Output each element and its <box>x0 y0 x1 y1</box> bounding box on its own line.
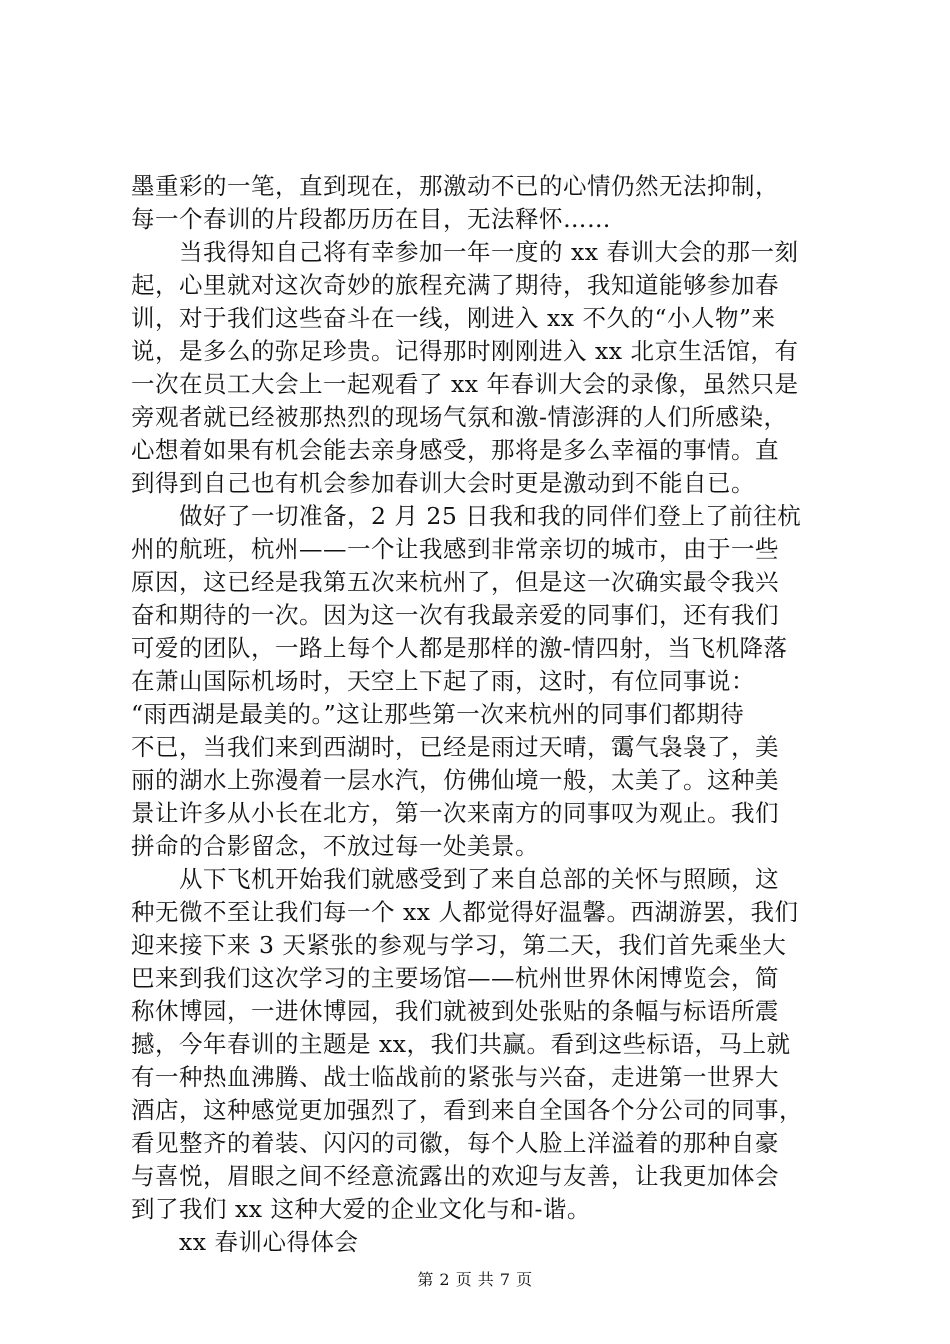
text-line: “雨西湖是最美的。”这让那些第一次来杭州的同事们都期待 <box>131 700 745 728</box>
text-line: 拼命的合影留念，不放过每一处美景。 <box>131 832 539 860</box>
text-line: 当我得知自己将有幸参加一年一度的 xx 春训大会的那一刻 <box>131 238 799 266</box>
text-line: 撼，今年春训的主题是 xx，我们共赢。看到这些标语，马上就 <box>131 1030 791 1058</box>
text-line: 一次在员工大会上一起观看了 xx 年春训大会的录像，虽然只是 <box>131 370 799 398</box>
text-line: 到了我们 xx 这种大爱的企业文化与和-谐。 <box>131 1195 591 1223</box>
text-line: 看见整齐的着装、闪闪的司徽，每个人脸上洋溢着的那种自豪 <box>131 1129 779 1157</box>
text-line: 迎来接下来 3 天紧张的参观与学习，第二天，我们首先乘坐大 <box>131 931 787 959</box>
text-line: 从下飞机开始我们就感受到了来自总部的关怀与照顾，这 <box>131 865 779 893</box>
section-heading: xx 春训心得体会 <box>131 1228 359 1256</box>
page-number-footer: 第 2 页 共 7 页 <box>417 1270 533 1289</box>
text-line: 州的航班，杭州——一个让我感到非常亲切的城市，由于一些 <box>131 535 779 563</box>
text-line: 到得到自己也有机会参加春训大会时更是激动到不能自已。 <box>131 469 755 497</box>
text-line: 奋和期待的一次。因为这一次有我最亲爱的同事们，还有我们 <box>131 601 779 629</box>
text-line: 不已，当我们来到西湖时，已经是雨过天晴，霭气袅袅了，美 <box>131 733 779 761</box>
text-line: 景让许多从小长在北方，第一次来南方的同事叹为观止。我们 <box>131 799 779 827</box>
text-line: 有一种热血沸腾、战士临战前的紧张与兴奋，走进第一世界大 <box>131 1063 779 1091</box>
text-line: 称休博园，一进休博园，我们就被到处张贴的条幅与标语所震 <box>131 997 779 1025</box>
text-line: 种无微不至让我们每一个 xx 人都觉得好温馨。西湖游罢，我们 <box>131 898 799 926</box>
text-line: 在萧山国际机场时，天空上下起了雨，这时，有位同事说： <box>131 667 755 695</box>
text-line: 起，心里就对这次奇妙的旅程充满了期待，我知道能够参加春 <box>131 271 779 299</box>
text-line: 可爱的团队，一路上每个人都是那样的激-情四射，当飞机降落 <box>131 634 788 662</box>
text-line: 旁观者就已经被那热烈的现场气氛和激-情澎湃的人们所感染， <box>131 403 788 431</box>
text-line: 原因，这已经是我第五次来杭州了，但是这一次确实最令我兴 <box>131 568 779 596</box>
text-line: 说，是多么的弥足珍贵。记得那时刚刚进入 xx 北京生活馆，有 <box>131 337 799 365</box>
body-text <box>131 170 831 1259</box>
text-line: 墨重彩的一笔，直到现在，那激动不已的心情仍然无法抑制， <box>131 172 779 200</box>
text-line: 训，对于我们这些奋斗在一线，刚进入 xx 不久的“小人物”来 <box>131 304 776 332</box>
text-line: 做好了一切准备，2 月 25 日我和我的同伴们登上了前往杭 <box>131 502 802 530</box>
text-line: 与喜悦，眉眼之间不经意流露出的欢迎与友善，让我更加体会 <box>131 1162 779 1190</box>
text-line: 巴来到我们这次学习的主要场馆——杭州世界休闲博览会，简 <box>131 964 779 992</box>
text-line: 酒店，这种感觉更加强烈了，看到来自全国各个分公司的同事， <box>131 1096 803 1124</box>
text-line: 丽的湖水上弥漫着一层水汽，仿佛仙境一般，太美了。这种美 <box>131 766 779 794</box>
text-line: 心想着如果有机会能去亲身感受，那将是多么幸福的事情。直 <box>131 436 779 464</box>
text-line: 每一个春训的片段都历历在目，无法释怀…… <box>131 205 611 233</box>
